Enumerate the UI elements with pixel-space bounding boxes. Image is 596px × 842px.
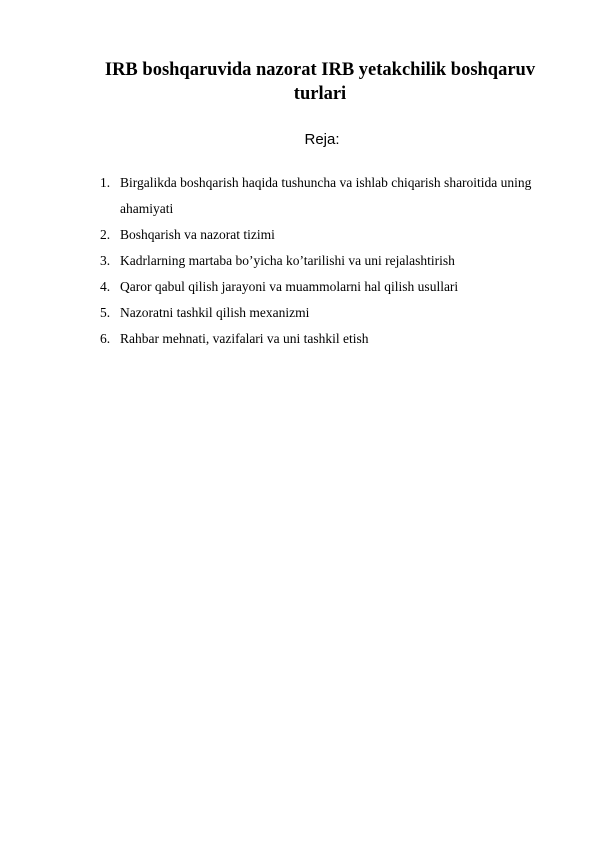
list-item-number: 1. xyxy=(100,175,111,190)
list-item-number: 6. xyxy=(100,331,111,346)
list-item-number: 4. xyxy=(100,279,111,294)
list-item xyxy=(100,326,540,352)
list-item-text: Rahbar mehnati, vazifalari va uni tashkil etish xyxy=(120,331,369,346)
list-item-text: Birgalikda boshqarish haqida tushuncha va ishlab chiqarish sharoitida uning ahamiyati xyxy=(120,175,532,216)
list-item-text: Nazoratni tashkil qilish mexanizmi xyxy=(120,305,310,320)
list-item xyxy=(100,274,540,300)
plan-heading: Reja: xyxy=(304,131,340,148)
plan-list xyxy=(100,170,540,352)
list-item xyxy=(100,222,540,248)
list-item-text: Qaror qabul qilish jarayoni va muammolarni hal qilish usullari xyxy=(120,279,459,294)
list-item xyxy=(100,300,540,326)
list-item-number: 5. xyxy=(100,305,111,320)
list-item-text: Kadrlarning martaba bo’yicha ko’tarilishi va uni rejalashtirish xyxy=(120,253,455,268)
list-item xyxy=(100,248,540,274)
list-item-number: 2. xyxy=(100,227,111,242)
document-title: IRB boshqaruvida nazorat IRB yetakchilik boshqaruv turlari xyxy=(104,60,536,104)
list-item-text: Boshqarish va nazorat tizimi xyxy=(120,227,275,242)
list-item-number: 3. xyxy=(100,253,111,268)
list-item xyxy=(100,170,540,222)
